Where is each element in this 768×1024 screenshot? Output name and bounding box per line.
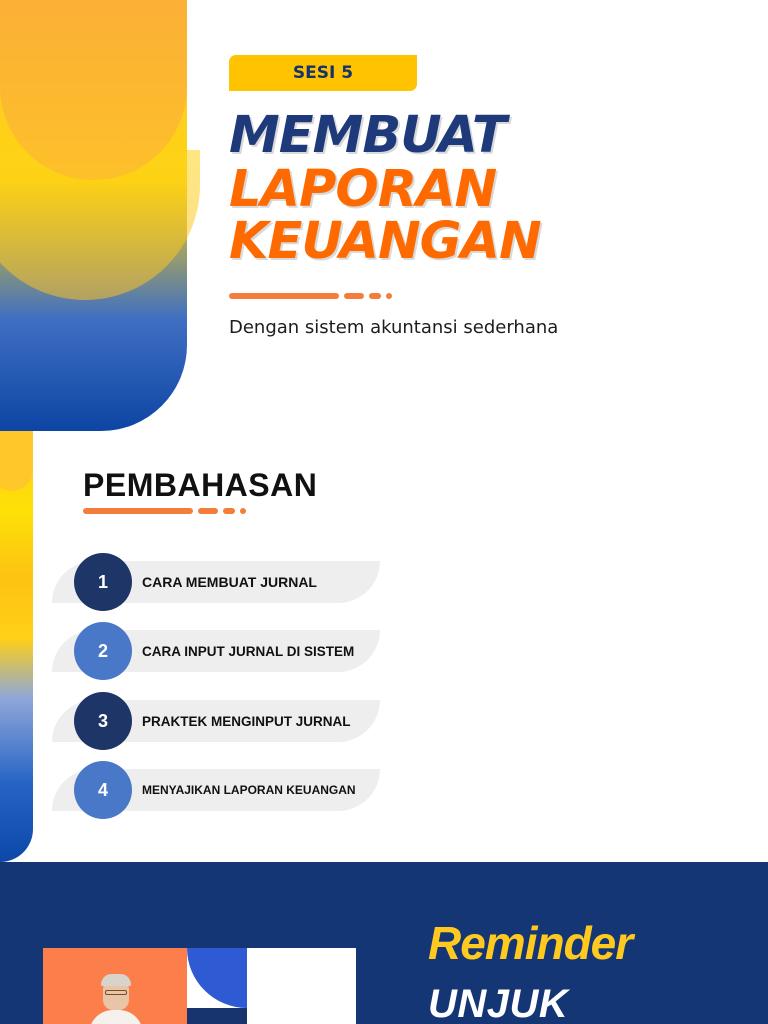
title-line-3: KEUANGAN [229,212,541,271]
presenter-photo [43,948,356,1024]
person-glasses [105,990,127,995]
cover-subtitle: Dengan sistem akuntansi sederhana [229,317,559,338]
agenda-divider [83,508,248,514]
session-badge: SESI 5 [229,55,417,91]
agenda-top-arc [0,431,33,491]
title-line-1: MEMBUAT [229,106,506,165]
photo-blue-quarter [187,948,247,1008]
reminder-title: Reminder [428,917,633,969]
agenda-gradient-shape [0,431,33,862]
agenda-item-label: CARA INPUT JURNAL DI SISTEM [142,643,355,659]
agenda-item-label: CARA MEMBUAT JURNAL [142,574,317,590]
agenda-item-label: PRAKTEK MENGINPUT JURNAL [142,713,351,729]
agenda-item-number: 1 [74,553,132,611]
agenda-item [52,561,380,603]
reminder-subtitle: UNJUK [428,982,569,1024]
title-line-2: LAPORAN [229,160,497,219]
agenda-item [52,630,380,672]
photo-navy-block [187,1008,247,1024]
slide-reminder [0,862,768,1024]
agenda-item-label: MENYAJIKAN LAPORAN KEUANGAN [142,783,356,797]
agenda-item [52,700,380,742]
title-divider [229,293,394,299]
agenda-item [52,769,380,811]
slide-agenda [0,431,768,862]
agenda-item-number: 3 [74,692,132,750]
cover-top-arc [0,0,187,180]
agenda-item-number: 4 [74,761,132,819]
agenda-heading: PEMBAHASAN [83,467,318,503]
agenda-item-number: 2 [74,622,132,680]
slide-cover [0,0,768,431]
person-hair [101,974,131,986]
